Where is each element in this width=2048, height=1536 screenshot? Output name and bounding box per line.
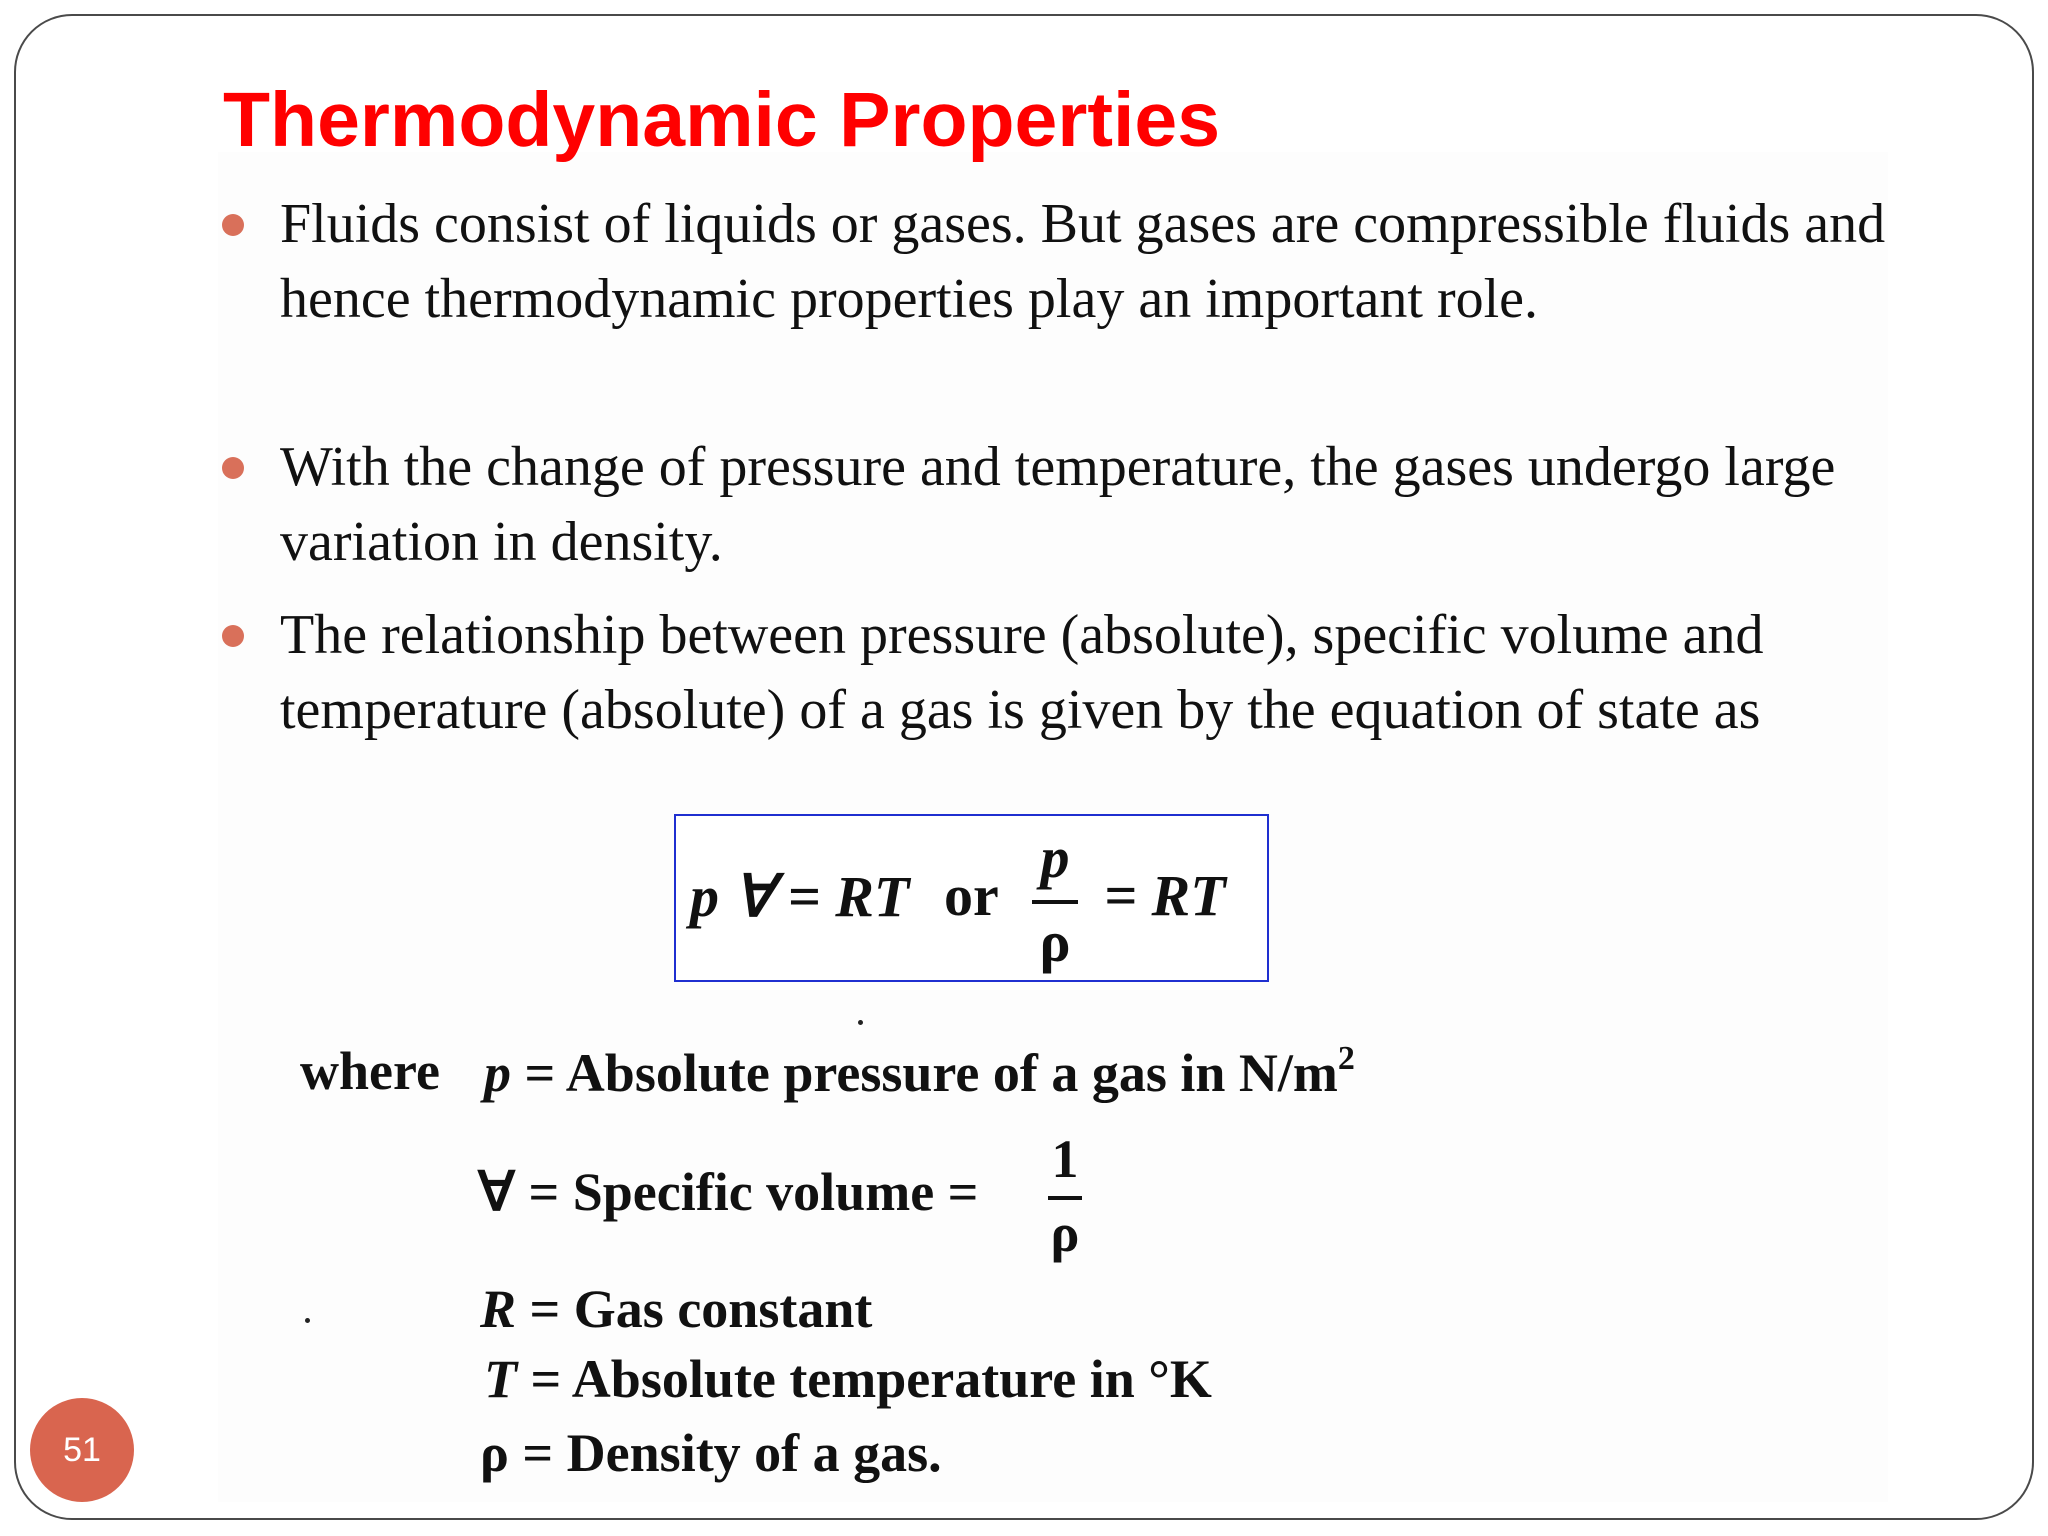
where-label: where — [300, 1041, 440, 1101]
bullet-text: With the change of pressure and temperature, the gases undergo large variation in density. — [280, 436, 1836, 573]
symbol-p: p — [484, 1043, 511, 1103]
superscript: 2 — [1337, 1040, 1355, 1077]
fraction-denominator: ρ — [1050, 1203, 1080, 1263]
definition-pressure — [484, 1040, 1355, 1104]
fraction-denominator: ρ — [1039, 909, 1071, 974]
equation-left-side: p ∀ = RT — [690, 864, 910, 929]
bullet-dot-icon — [222, 625, 244, 647]
definition-density — [480, 1422, 942, 1484]
scan-speck — [858, 1020, 863, 1025]
definition-text: = Specific volume = — [528, 1162, 979, 1222]
bullet-dot-icon — [222, 457, 244, 479]
symbol-rho: ρ — [480, 1423, 509, 1483]
definition-text: = Density of a gas. — [522, 1423, 942, 1483]
symbol-v: ∀ — [478, 1162, 515, 1222]
definition-text: = Absolute temperature in °K — [530, 1349, 1212, 1409]
bullet-text: Fluids consist of liquids or gases. But gases are compressible fluids and hence thermodynamic properties play an important role. — [280, 193, 1886, 330]
bullet-item — [280, 598, 1900, 748]
page-number-badge: 51 — [30, 1398, 134, 1502]
bullet-text: The relationship between pressure (absolute), specific volume and temperature (absolute) of a gas is given by the equation of state as — [280, 604, 1764, 741]
equation-of-state-box — [674, 814, 1269, 982]
bullet-item — [280, 430, 1900, 580]
definition-temperature — [484, 1348, 1212, 1410]
equation-connector: or — [944, 863, 999, 928]
fraction-numerator: p — [1040, 825, 1070, 890]
bullet-item — [280, 187, 1900, 337]
definition-gas-constant — [480, 1278, 872, 1340]
fraction-bar — [1048, 1196, 1082, 1200]
fraction-numerator: 1 — [1051, 1129, 1079, 1189]
bullet-dot-icon — [222, 214, 244, 236]
definition-text: = Absolute pressure of a gas in N/m — [524, 1043, 1338, 1103]
specific-volume-fraction — [1040, 1128, 1090, 1268]
fraction-bar — [1032, 900, 1078, 904]
slide-title: Thermodynamic Properties — [223, 77, 1221, 163]
symbol-t: T — [484, 1349, 517, 1409]
definition-text: = Gas constant — [529, 1279, 873, 1339]
scan-speck — [305, 1318, 310, 1323]
equation-fraction — [1026, 824, 1084, 974]
equation-right-side: = RT — [1104, 863, 1226, 928]
definition-specific-volume — [478, 1160, 978, 1223]
symbol-r: R — [480, 1279, 517, 1339]
